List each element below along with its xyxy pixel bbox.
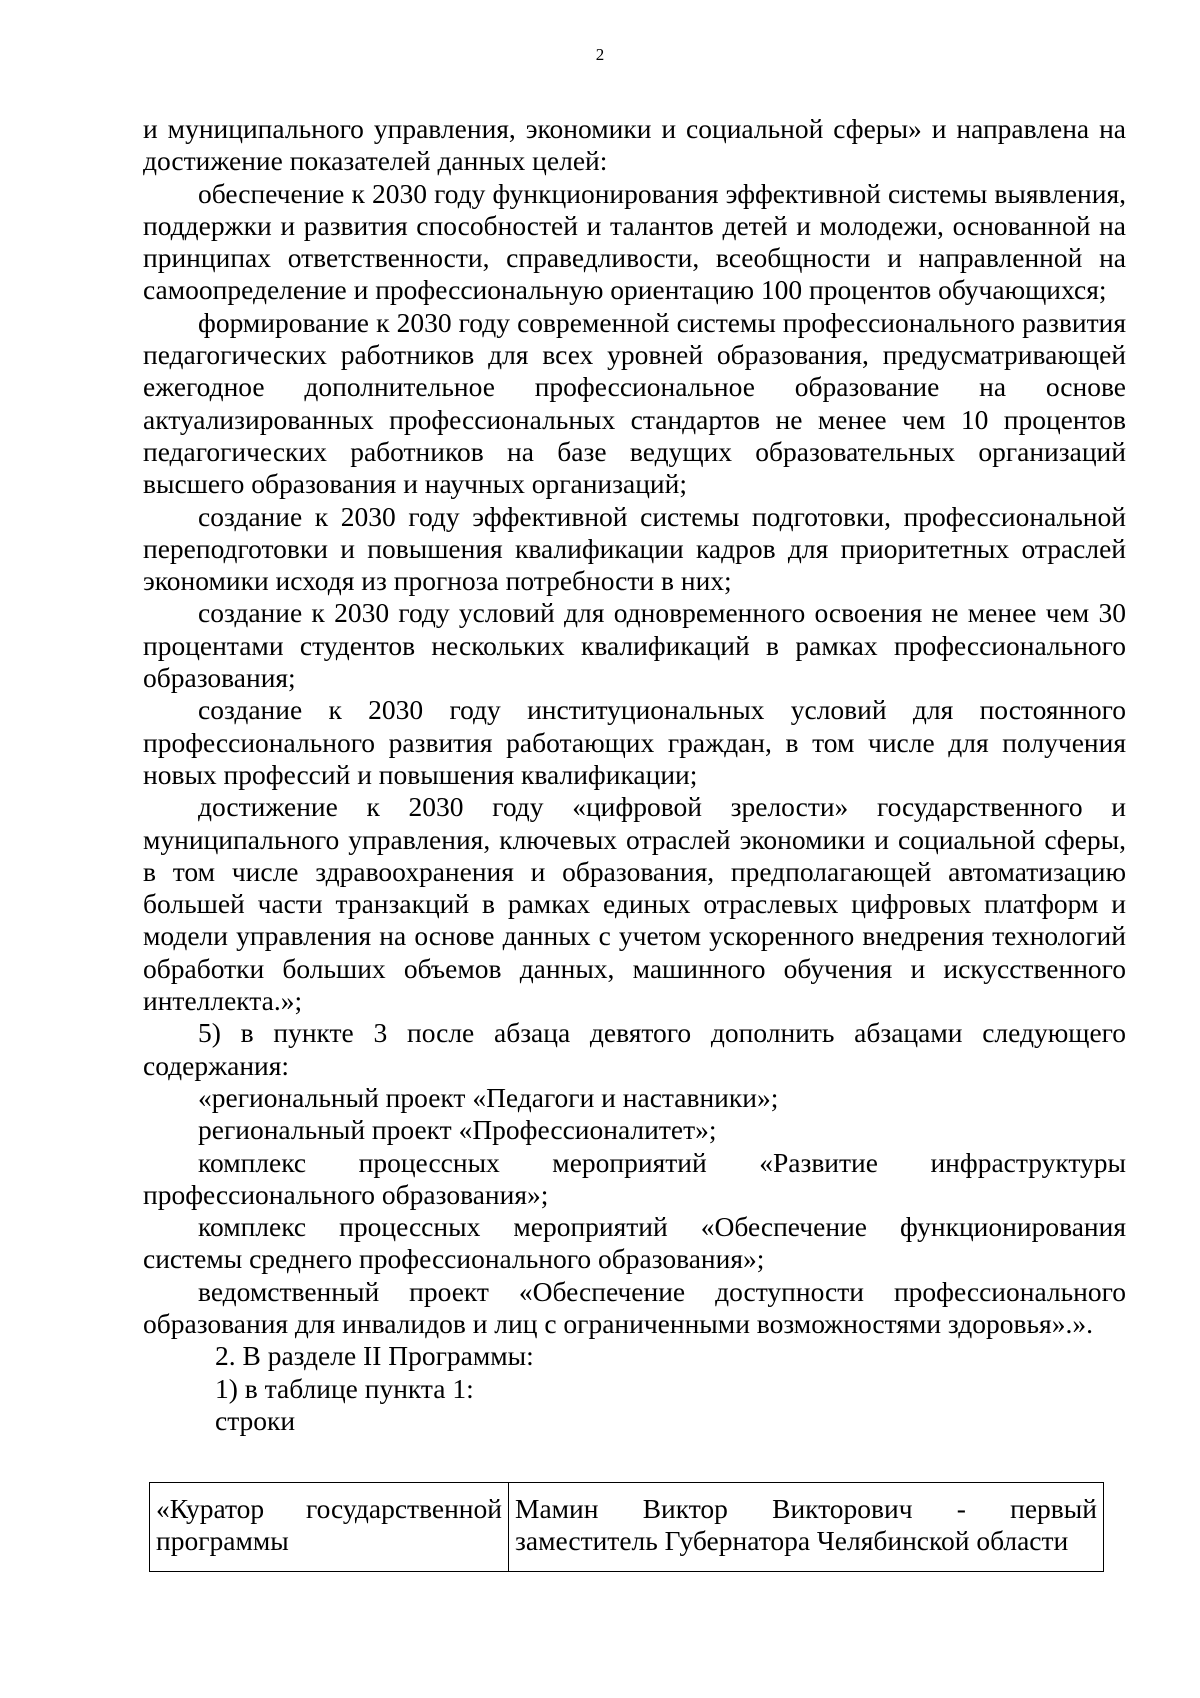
table-row xyxy=(150,1483,1104,1572)
curator-table xyxy=(149,1482,1104,1572)
paragraph-goal-talents: обеспечение к 2030 году функционирования эффективной системы выявления, поддержки и развития способностей и талантов детей и молодежи, основанной на принципах ответственности, справедливости, всеобщности и направленной на самоопределение и профессиональную ориентацию 100 процентов обучающихся; xyxy=(143,177,1126,306)
paragraph-project-professionalitet: региональный проект «Профессионалитет»; xyxy=(198,1114,717,1146)
table-cell-value: Мамин Виктор Викторович - первый заместитель Губернатора Челябинской области xyxy=(509,1483,1104,1572)
paragraph-goal-teachers: формирование к 2030 году современной системы профессионального развития педагогических работников для всех уровней образования, предусматривающей ежегодное дополнительное профессиональное образование на основе актуализированных профессиональных стандартов не менее чем 10 процентов педагогических работников на базе ведущих образовательных организаций высшего образования и научных организаций; xyxy=(143,306,1126,500)
paragraph-project-accessibility: ведомственный проект «Обеспечение доступности профессионального образования для инвалидов и лиц с ограниченными возможностями здоровья».». xyxy=(143,1275,1126,1339)
paragraph-goal-qualifications: создание к 2030 году условий для одновременного освоения не менее чем 30 процентами студентов нескольких квалификаций в рамках профессионального образования; xyxy=(143,597,1126,694)
paragraph-section-2: 2. В разделе II Программы: xyxy=(215,1340,534,1372)
paragraph-complex-functioning: комплекс процессных мероприятий «Обеспечение функционирования системы среднего профессионального образования»; xyxy=(143,1211,1126,1275)
paragraph-rows: строки xyxy=(215,1404,296,1436)
paragraph-goal-development: создание к 2030 году институциональных условий для постоянного профессионального развития работающих граждан, в том числе для получения новых профессий и повышения квалификации; xyxy=(143,694,1126,790)
paragraph-amendment-5: 5) в пункте 3 после абзаца девятого дополнить абзацами следующего содержания: xyxy=(143,1017,1126,1081)
paragraph-continuation: и муниципального управления, экономики и социальной сферы» и направлена на достижение показателей данных целей: xyxy=(143,113,1126,177)
paragraph-complex-infrastructure: комплекс процессных мероприятий «Развитие инфраструктуры профессионального образования»; xyxy=(143,1146,1126,1210)
paragraph-project-teachers: «региональный проект «Педагоги и наставники»; xyxy=(198,1081,779,1113)
table-cell-label: «Куратор государственной программы xyxy=(150,1483,509,1572)
paragraph-goal-digital: достижение к 2030 году «цифровой зрелости» государственного и муниципального управления, ключевых отраслей экономики и социальной сферы, в том числе здравоохранения и образования, предполагающей автоматизацию большей части транзакций в рамках единых отраслевых цифровых платформ и модели управления на основе данных с учетом ускоренного внедрения технологий обработки больших объемов данных, машинного обучения и искусственного интеллекта.»; xyxy=(143,791,1126,1017)
document-body xyxy=(143,113,1126,1437)
page-number: 2 xyxy=(595,45,605,64)
paragraph-table-point-1: 1) в таблице пункта 1: xyxy=(215,1372,474,1404)
paragraph-goal-training: создание к 2030 году эффективной системы подготовки, профессиональной переподготовки и повышения квалификации кадров для приоритетных отраслей экономики исходя из прогноза потребности в них; xyxy=(143,500,1126,597)
